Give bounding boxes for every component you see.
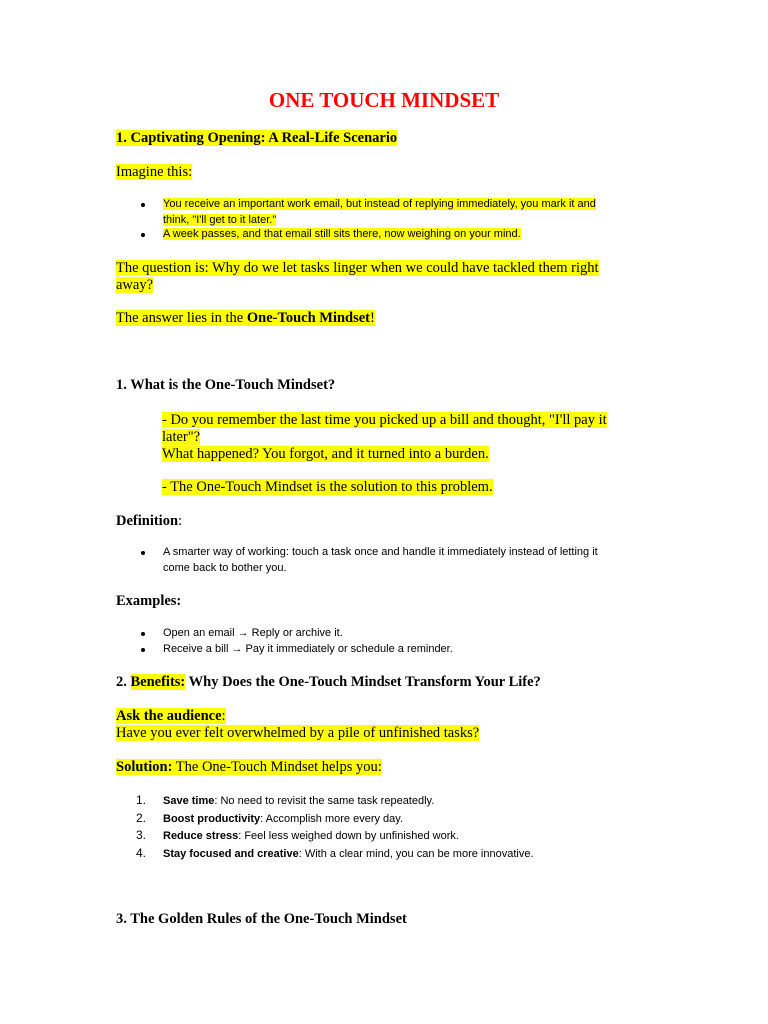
ask-audience: Ask the audience: Have you ever felt overwhelmed by a pile of unfinished tasks? [116, 708, 480, 741]
section-4-heading: 3. The Golden Rules of the One-Touch Mindset [116, 911, 407, 927]
bullet-icon [141, 632, 145, 636]
scenario-bullet-2: A week passes, and that email still sits there, now weighing on your mind. [163, 228, 521, 240]
section-3-heading: 2. Benefits: Why Does the One-Touch Mindset Transform Your Life? [116, 674, 541, 690]
bullet-icon [141, 233, 145, 237]
reminder-quote: - Do you remember the last time you picked up a bill and thought, "I'll pay it later"? What happened? You forgot, and it turned into a burden. [162, 412, 607, 462]
imagine-label: Imagine this: [116, 164, 193, 180]
definition-text: A smarter way of working: touch a task once and handle it immediately instead of letting it come back to bother you. [163, 546, 598, 574]
answer-paragraph: The answer lies in the One-Touch Mindset! [116, 310, 375, 326]
benefit-item-3: Reduce stress: Feel less weighed down by unfinished work. [163, 830, 459, 842]
benefit-item-1: Save time: No need to revisit the same task repeatedly. [163, 795, 435, 807]
bullet-icon [141, 648, 145, 652]
solution-line: Solution: The One-Touch Mindset helps you: [116, 759, 382, 775]
benefit-number-4: 4. [136, 846, 147, 860]
section-2-heading: 1. What is the One-Touch Mindset? [116, 377, 336, 393]
benefit-item-4: Stay focused and creative: With a clear mind, you can be more innovative. [163, 848, 534, 860]
benefit-number-2: 2. [136, 811, 147, 825]
example-item-1: Open an email → Reply or archive it. [163, 627, 343, 639]
question-paragraph: The question is: Why do we let tasks linger when we could have tackled them right away? [116, 260, 599, 293]
definition-label: Definition: [116, 513, 183, 529]
document-title: ONE TOUCH MINDSET [268, 88, 500, 112]
bullet-icon [141, 203, 145, 207]
examples-label: Examples: [116, 593, 182, 609]
benefit-number-3: 3. [136, 828, 147, 842]
solution-statement: - The One-Touch Mindset is the solution to this problem. [162, 479, 493, 495]
benefit-number-1: 1. [136, 793, 147, 807]
bullet-icon [141, 551, 145, 555]
example-item-2: Receive a bill → Pay it immediately or schedule a reminder. [163, 643, 453, 655]
scenario-bullet-1: You receive an important work email, but instead of replying immediately, you mark it and think, "I'll get to it later." [163, 198, 596, 226]
benefit-item-2: Boost productivity: Accomplish more every day. [163, 813, 404, 825]
section-1-heading: 1. Captivating Opening: A Real-Life Scenario [116, 130, 398, 146]
